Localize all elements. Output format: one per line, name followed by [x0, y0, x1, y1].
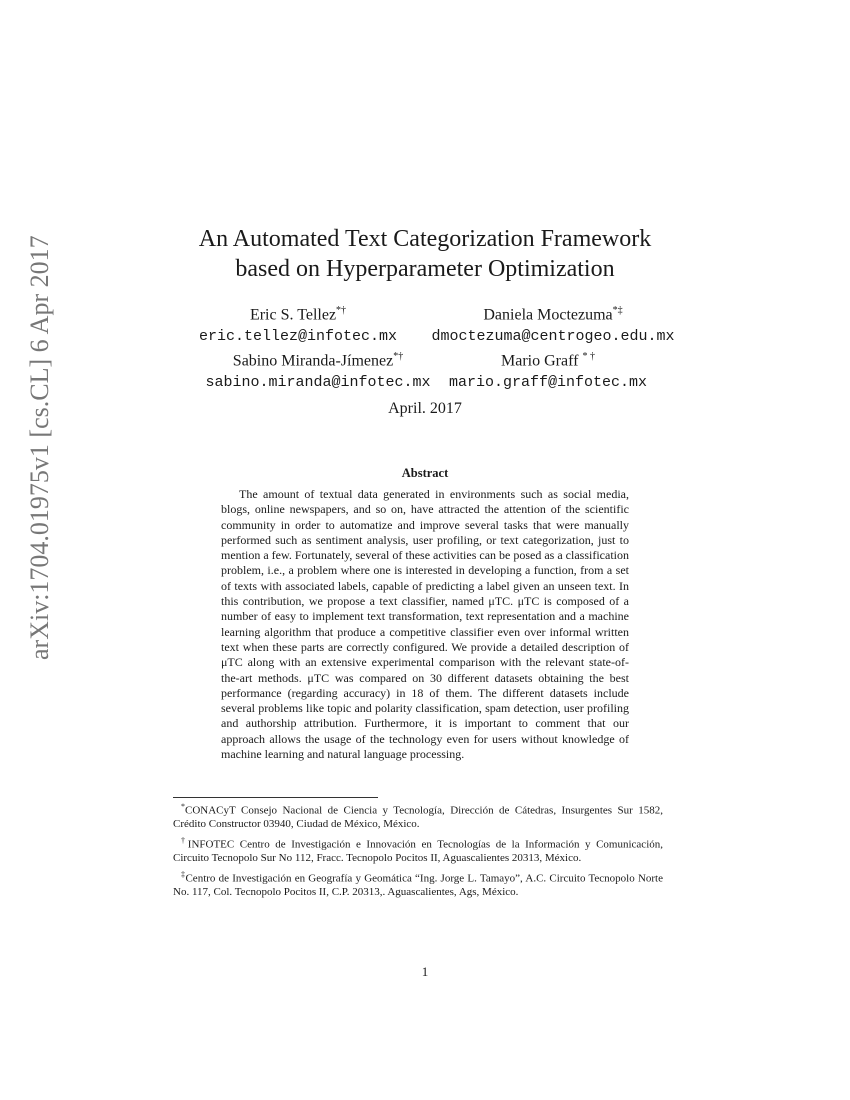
abstract-body: The amount of textual data generated in environments such as social media, blogs, online newspapers, and so on, have attracted the attention of the scientific community in order to automatize and improve several tasks that were manually performed such as sentiment analysis, user profiling, or text categorization, just to mention a few. Fortunately, several of these activities can be posed as a classification problem, i.e., a problem where one is interested in developing a function, from a set of texts with associated labels, capable of predicting a label given an unseen text. In this contribution, we propose a text classifier, named μTC. μTC is composed of a number of easy to implement text transformation, text representation and a machine learning algorithm that produce a competitive classifier even over informal written text when these parts are correctly configured. We provide a detailed description of μTC along with an extensive experimental comparison with the relevant state-of-the-art methods. μTC was compared on 30 different datasets obtaining the best performance (regarding accuracy) in 18 of them. The different datasets include several problems like topic and polarity classification, spam detection, user profiling and authorship attribution. Furthermore, it is important to comment that our approach allows the usage of the technology even for users without knowledge of machine learning and natural language processing. [221, 487, 629, 762]
affiliation-marks: * † [582, 351, 595, 362]
footnote-rule [173, 797, 378, 798]
footnote-infotec: †INFOTEC Centro de Investigación e Innovación en Tecnologías de la Información y Comunicación, Circuito Tecnopolo Sur No 112, Fracc. Tecnopolo Pocitos II, Aguascalientes 20313, México. [173, 835, 663, 865]
affiliation-marks: *‡ [612, 305, 623, 316]
author-block-miranda [183, 346, 453, 394]
author-email[interactable]: eric.tellez@infotec.mx [198, 328, 398, 346]
title-line-2: based on Hyperparameter Optimization [235, 256, 615, 282]
author-block-moctezuma [408, 300, 698, 348]
publication-date: April. 2017 [388, 400, 462, 417]
author-name: Sabino Miranda-Jímenez*† [232, 351, 404, 370]
abstract-heading: Abstract [401, 466, 449, 480]
author-email[interactable]: dmoctezuma@centrogeo.edu.mx [431, 328, 675, 346]
author-email[interactable]: mario.graff@infotec.mx [448, 374, 648, 392]
paper-title [150, 224, 700, 284]
author-block-graff [418, 346, 678, 394]
title-line-1: An Automated Text Categorization Framework [198, 226, 652, 252]
affiliation-marks: *† [393, 351, 404, 362]
author-name: Mario Graff * † [501, 351, 595, 370]
footnotes [173, 800, 663, 902]
affiliation-marks: *† [336, 305, 347, 316]
author-email[interactable]: sabino.miranda@infotec.mx [205, 374, 431, 392]
author-name: Eric S. Tellez*† [249, 305, 347, 324]
author-name: Daniela Moctezuma*‡ [483, 305, 623, 324]
page-number: 1 [421, 964, 429, 979]
footnote-conacyt: *CONACyT Consejo Nacional de Ciencia y Tecnología, Dirección de Cátedras, Insurgentes Sur 1582, Crédito Constructor 03940, Ciudad de México, México. [173, 802, 663, 831]
author-block-tellez [168, 300, 428, 348]
footnote-centrogeo: ‡Centro de Investigación en Geografía y Geomática “Ing. Jorge L. Tamayo”, A.C. Circuito Tecnopolo Norte No. 117, Col. Tecnopolo Pocitos II, C.P. 20313,. Aguascalientes, Ags, México. [173, 869, 663, 898]
arxiv-identifier-stamp: arXiv:1704.01975v1 [cs.CL] 6 Apr 2017 [25, 235, 54, 660]
